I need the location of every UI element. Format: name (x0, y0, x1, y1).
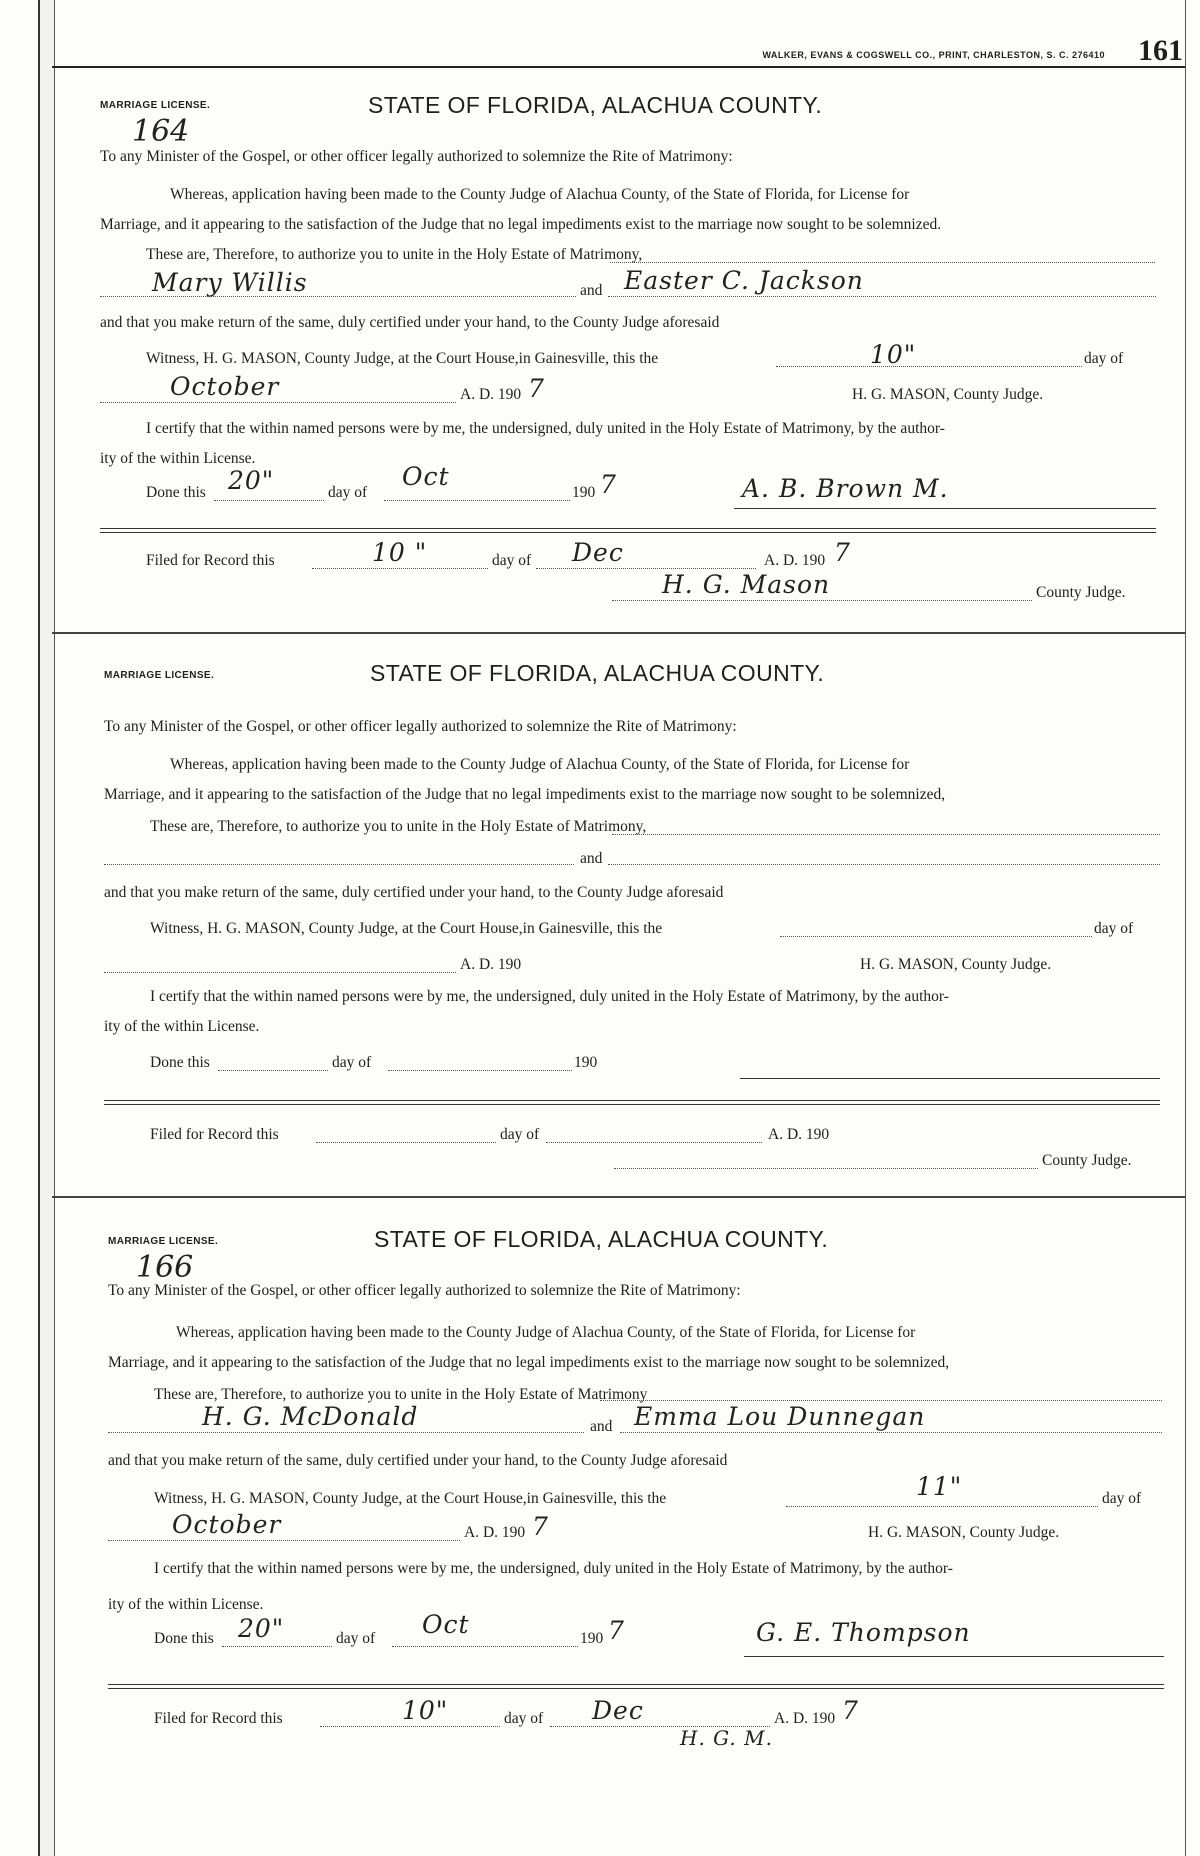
and-word: and (580, 850, 603, 867)
filed-day: 10" (402, 1696, 449, 1725)
marriage-license-heading: MARRIAGE LICENSE. (104, 670, 215, 681)
officiant-signature: G. E. Thompson (756, 1618, 971, 1647)
officiant-signature: A. B. Brown M. (742, 474, 949, 503)
witness-line: Witness, H. G. MASON, County Judge, at the Court House,in Gainesville, this the (146, 350, 659, 367)
license-number: 166 (136, 1250, 194, 1285)
done-this-label: Done this (150, 1054, 210, 1071)
filed-month: Dec (572, 538, 624, 567)
judge-name: H. G. MASON, County Judge. (852, 386, 1044, 403)
record-divider (52, 632, 1185, 634)
and-word: and (590, 1418, 613, 1435)
witness-line: Witness, H. G. MASON, County Judge, at the Court House,in Gainesville, this the (150, 920, 663, 937)
address-line: To any Minister of the Gospel, or other officer legally authorized to solemnize the Rite of Matrimony: (104, 718, 737, 735)
done-this-label: Done this (146, 484, 206, 501)
certify-line-2: ity of the within License. (104, 1018, 260, 1035)
done-day-of-label: day of (336, 1630, 376, 1647)
page-number: 161 (1138, 34, 1183, 67)
whereas-line-1: Whereas, application having been made to the County Judge of Alachua County, of the State of Florida, for License for (170, 186, 910, 203)
marriage-license-heading: MARRIAGE LICENSE. (100, 100, 211, 111)
certify-line-2: ity of the within License. (108, 1596, 264, 1613)
printer-imprint: WALKER, EVANS & COGSWELL CO., PRINT, CHARLESTON, S. C. 276410 (762, 50, 1105, 60)
done-year-label: 190 (574, 1054, 598, 1071)
groom-name: Mary Willis (152, 268, 308, 297)
page-header (52, 34, 1185, 68)
filed-month: Dec (592, 1696, 644, 1725)
filed-year-digit: 7 (842, 1696, 859, 1725)
filed-year-digit: 7 (834, 538, 851, 567)
day-of-label: day of (1084, 350, 1124, 367)
ad-year-label: A. D. 190 (460, 956, 522, 973)
these-are-line: These are, Therefore, to authorize you to unite in the Holy Estate of Matrimony (154, 1386, 648, 1403)
done-year-digit: 7 (600, 470, 617, 499)
whereas-line-1: Whereas, application having been made to the County Judge of Alachua County, of the State of Florida, for License for (170, 756, 910, 773)
license-title: STATE OF FLORIDA, ALACHUA COUNTY. (374, 1226, 829, 1252)
filed-day-of-label: day of (504, 1710, 544, 1727)
done-year-label: 190 (580, 1630, 604, 1647)
county-judge-label: County Judge. (1042, 1152, 1132, 1169)
license-title: STATE OF FLORIDA, ALACHUA COUNTY. (368, 92, 823, 118)
filed-ad-label: A. D. 190 (764, 552, 826, 569)
bride-name: Easter C. Jackson (624, 266, 864, 295)
issued-year-digit: 7 (532, 1512, 549, 1541)
judge-name: H. G. MASON, County Judge. (868, 1524, 1060, 1541)
filed-label: Filed for Record this (146, 552, 275, 569)
judge-signature: H. G. Mason (662, 570, 831, 599)
issued-month: October (172, 1510, 282, 1539)
judge-name: H. G. MASON, County Judge. (860, 956, 1052, 973)
certify-line-1: I certify that the within named persons were by me, the undersigned, duly united in the Holy Estate of Matrimony, by the author- (150, 988, 949, 1005)
return-line: and that you make return of the same, duly certified under your hand, to the County Judge aforesaid (100, 314, 720, 331)
return-line: and that you make return of the same, duly certified under your hand, to the County Judge aforesaid (104, 884, 724, 901)
these-are-line: These are, Therefore, to authorize you to unite in the Holy Estate of Matrimony, (146, 246, 643, 263)
ad-year-label: A. D. 190 (460, 386, 522, 403)
ledger-right-rule (1185, 0, 1186, 1856)
address-line: To any Minister of the Gospel, or other officer legally authorized to solemnize the Rite of Matrimony: (100, 148, 733, 165)
day-of-label: day of (1094, 920, 1134, 937)
certify-line-1: I certify that the within named persons were by me, the undersigned, duly united in the Holy Estate of Matrimony, by the author- (146, 420, 945, 437)
record-divider (52, 1196, 1185, 1198)
filed-label: Filed for Record this (154, 1710, 283, 1727)
filed-ad-label: A. D. 190 (768, 1126, 830, 1143)
groom-name: H. G. McDonald (202, 1402, 419, 1431)
ad-year-label: A. D. 190 (464, 1524, 526, 1541)
and-word: and (580, 282, 603, 299)
whereas-line-2: Marriage, and it appearing to the satisfaction of the Judge that no legal impediments exist to the marriage now sought to be solemnized. (100, 216, 942, 233)
certify-line-2: ity of the within License. (100, 450, 256, 467)
issued-month: October (170, 372, 280, 401)
witness-line: Witness, H. G. MASON, County Judge, at the Court House,in Gainesville, this the (154, 1490, 667, 1507)
issued-day: 11" (916, 1472, 963, 1501)
these-are-line: These are, Therefore, to authorize you to unite in the Holy Estate of Matrimony, (150, 818, 647, 835)
done-year-digit: 7 (608, 1616, 625, 1645)
done-day: 20" (238, 1614, 285, 1643)
filed-label: Filed for Record this (150, 1126, 279, 1143)
return-line: and that you make return of the same, duly certified under your hand, to the County Judge aforesaid (108, 1452, 728, 1469)
issued-day: 10" (870, 340, 917, 369)
whereas-line-2: Marriage, and it appearing to the satisfaction of the Judge that no legal impediments exist to the marriage now sought to be solemnized, (104, 786, 946, 803)
done-day-of-label: day of (332, 1054, 372, 1071)
marriage-license-heading: MARRIAGE LICENSE. (108, 1236, 219, 1247)
day-of-label: day of (1102, 1490, 1142, 1507)
address-line: To any Minister of the Gospel, or other officer legally authorized to solemnize the Rite of Matrimony: (108, 1282, 741, 1299)
done-day: 20" (228, 466, 275, 495)
county-judge-label: County Judge. (1036, 584, 1126, 601)
whereas-line-2: Marriage, and it appearing to the satisfaction of the Judge that no legal impediments exist to the marriage now sought to be solemnized, (108, 1354, 950, 1371)
judge-signature: H. G. M. (680, 1726, 773, 1750)
bride-name: Emma Lou Dunnegan (634, 1402, 926, 1431)
license-title: STATE OF FLORIDA, ALACHUA COUNTY. (370, 660, 825, 686)
certify-line-1: I certify that the within named persons were by me, the undersigned, duly united in the Holy Estate of Matrimony, by the author- (154, 1560, 953, 1577)
ledger-binding-edge (38, 0, 55, 1856)
filed-day: 10 " (372, 538, 428, 567)
done-day-of-label: day of (328, 484, 368, 501)
done-year-label: 190 (572, 484, 596, 501)
filed-ad-label: A. D. 190 (774, 1710, 836, 1727)
done-month: Oct (402, 462, 450, 491)
done-month: Oct (422, 1610, 470, 1639)
filed-day-of-label: day of (492, 552, 532, 569)
issued-year-digit: 7 (528, 374, 545, 403)
done-this-label: Done this (154, 1630, 214, 1647)
license-number: 164 (132, 114, 190, 149)
filed-day-of-label: day of (500, 1126, 540, 1143)
whereas-line-1: Whereas, application having been made to the County Judge of Alachua County, of the State of Florida, for License for (176, 1324, 916, 1341)
